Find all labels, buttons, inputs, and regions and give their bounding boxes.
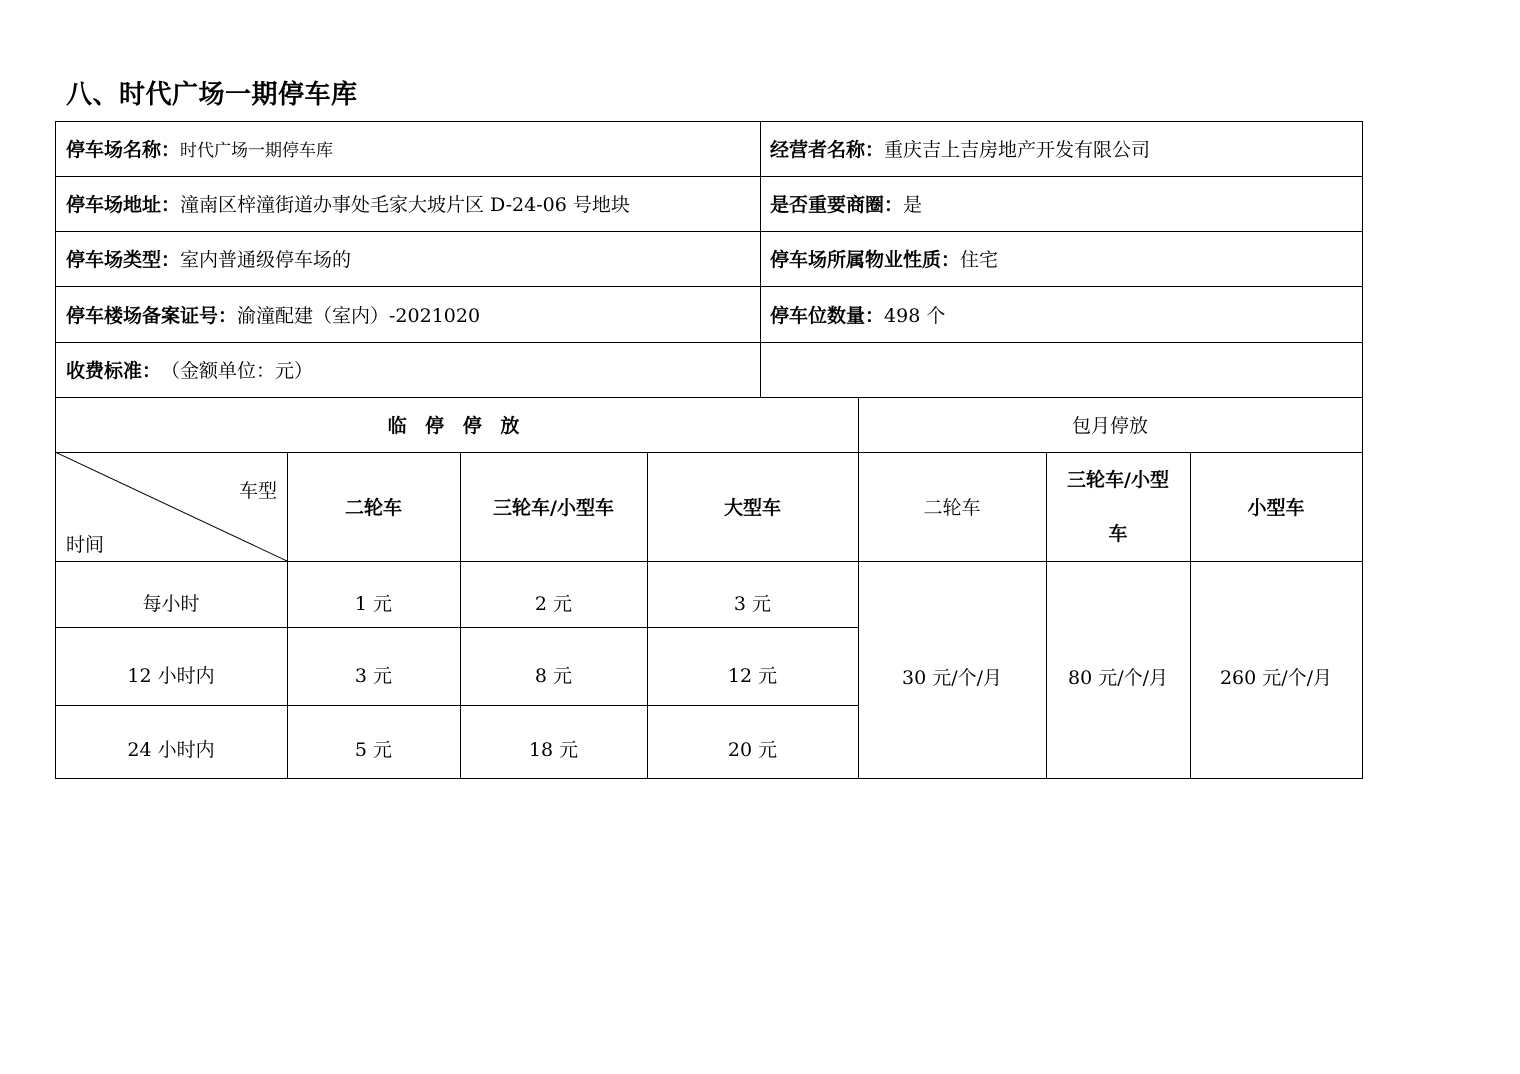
vehicle-type-axis-label: 车型 bbox=[238, 480, 277, 502]
temp-col-two-wheeler: 二轮车 bbox=[344, 497, 402, 519]
column-divider bbox=[1190, 452, 1191, 778]
fee-cell: 12 元 bbox=[727, 664, 778, 687]
table-border-left bbox=[55, 121, 56, 779]
monthly-fee-two-wheeler: 30 元/个/月 bbox=[901, 667, 1003, 689]
column-divider bbox=[287, 452, 288, 778]
fee-cell: 8 元 bbox=[534, 664, 573, 687]
time-axis-label: 时间 bbox=[66, 534, 105, 556]
temp-col-three-wheeler-small: 三轮车/小型车 bbox=[493, 497, 614, 519]
table-border-top bbox=[55, 121, 1363, 122]
property-nature-value: 住宅 bbox=[960, 249, 999, 271]
row-divider bbox=[55, 705, 859, 706]
parking-type-value: 室内普通级停车场的 bbox=[180, 249, 352, 271]
column-divider bbox=[858, 397, 859, 778]
business-district-label: 是否重要商圈： bbox=[770, 194, 904, 216]
monthly-fee-small: 260 元/个/月 bbox=[1219, 667, 1333, 689]
time-12-hours: 12 小时内 bbox=[127, 664, 215, 687]
property-nature-label: 停车场所属物业性质： bbox=[770, 249, 961, 271]
parking-type-cell bbox=[55, 231, 761, 286]
fee-cell: 3 元 bbox=[354, 664, 393, 687]
fee-standard-label: 收费标准： bbox=[66, 360, 162, 382]
parking-spaces-cell bbox=[760, 286, 1362, 342]
parking-spaces-value: 498 个 bbox=[884, 304, 946, 327]
fee-cell: 2 元 bbox=[534, 592, 573, 615]
row-divider bbox=[55, 286, 1363, 287]
fee-cell: 20 元 bbox=[727, 739, 778, 761]
parking-name-cell bbox=[55, 121, 761, 176]
row-divider bbox=[55, 176, 1363, 177]
record-number-cell bbox=[55, 286, 761, 342]
fee-cell: 3 元 bbox=[733, 592, 772, 615]
column-divider bbox=[647, 452, 648, 778]
monthly-col-small: 小型车 bbox=[1247, 497, 1305, 519]
monthly-fee-three-wheeler-small: 80 元/个/月 bbox=[1067, 667, 1169, 689]
business-district-value: 是 bbox=[903, 194, 923, 216]
operator-label: 经营者名称： bbox=[770, 139, 885, 161]
record-number-label: 停车楼场备案证号： bbox=[66, 304, 238, 327]
record-number-value: 渝潼配建（室内）-2021020 bbox=[237, 304, 481, 327]
row-divider bbox=[55, 452, 1363, 453]
parking-type-label: 停车场类型： bbox=[66, 249, 181, 271]
column-divider bbox=[460, 452, 461, 778]
monthly-col-three-wheeler-line2: 车 bbox=[1108, 522, 1128, 545]
column-divider bbox=[760, 121, 761, 397]
monthly-col-two-wheeler: 二轮车 bbox=[923, 497, 981, 519]
parking-address-cell bbox=[55, 176, 761, 231]
row-divider bbox=[55, 397, 1363, 398]
corner-header-cell bbox=[55, 452, 287, 561]
parking-address-label: 停车场地址： bbox=[66, 194, 181, 216]
column-divider bbox=[1046, 452, 1047, 778]
monthly-parking-header: 包月停放 bbox=[1071, 415, 1148, 437]
property-nature-cell bbox=[760, 231, 1362, 286]
fee-cell: 18 元 bbox=[528, 739, 579, 761]
page-title: 八、时代广场一期停车库 bbox=[66, 80, 358, 110]
time-hourly: 每小时 bbox=[142, 592, 200, 615]
operator-cell bbox=[760, 121, 1362, 176]
table-border-right bbox=[1362, 121, 1363, 779]
monthly-col-three-wheeler-line1: 三轮车/小型 bbox=[1067, 468, 1169, 491]
time-24-hours: 24 小时内 bbox=[127, 739, 215, 761]
parking-spaces-label: 停车位数量： bbox=[770, 304, 885, 327]
parking-name-value: 时代广场一期停车库 bbox=[180, 141, 334, 161]
table-border-bottom bbox=[55, 778, 1363, 779]
fee-standard-cell bbox=[55, 342, 761, 397]
parking-name-label: 停车场名称： bbox=[66, 139, 181, 161]
row-divider bbox=[55, 561, 1363, 562]
monthly-col-three-wheeler-small bbox=[1046, 452, 1190, 561]
parking-address-value: 潼南区梓潼街道办事处毛家大坡片区 D-24-06 号地块 bbox=[180, 194, 630, 216]
temporary-parking-header: 临 停 停 放 bbox=[387, 415, 526, 437]
fee-standard-value: （金额单位：元） bbox=[161, 360, 314, 382]
fee-cell: 5 元 bbox=[354, 739, 393, 761]
operator-value: 重庆吉上吉房地产开发有限公司 bbox=[884, 139, 1151, 161]
row-divider bbox=[55, 627, 859, 628]
business-district-cell bbox=[760, 176, 1362, 231]
row-divider bbox=[55, 342, 1363, 343]
temp-col-large: 大型车 bbox=[723, 497, 781, 519]
fee-cell: 1 元 bbox=[354, 592, 393, 615]
row-divider bbox=[55, 231, 1363, 232]
